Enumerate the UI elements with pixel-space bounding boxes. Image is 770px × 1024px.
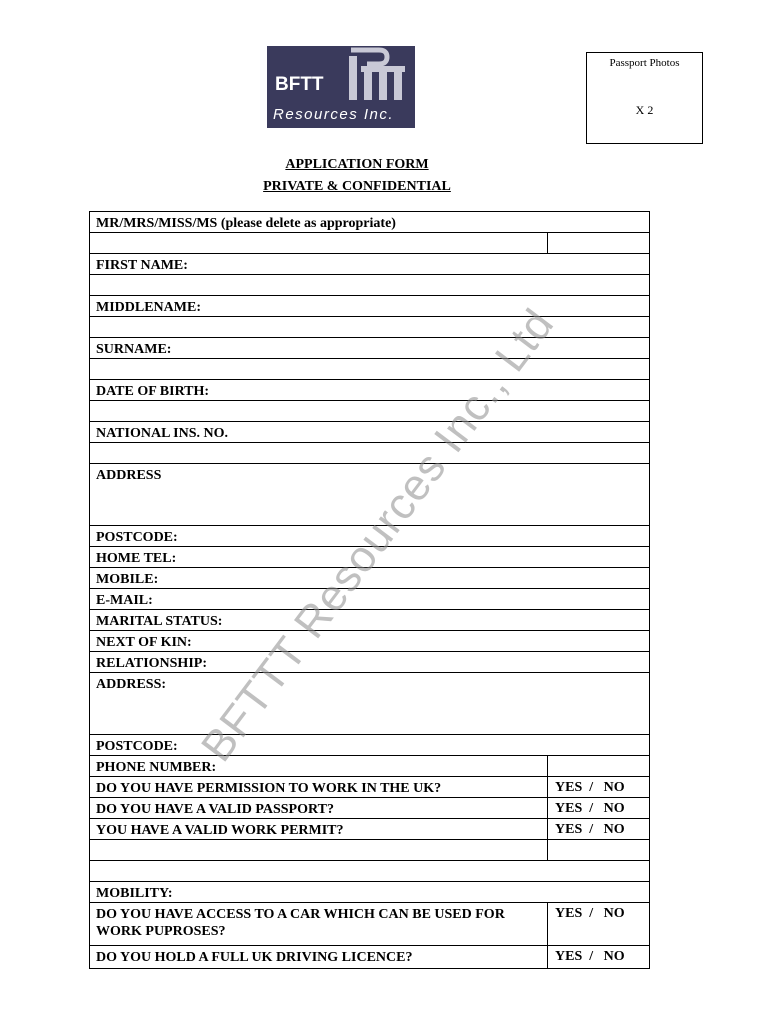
field-label: DO YOU HAVE ACCESS TO A CAR WHICH CAN BE USED FOR WORK PUPROSES? (96, 907, 505, 939)
form-row[interactable] (89, 652, 650, 673)
field-label: ADDRESS (96, 468, 162, 483)
form-row[interactable] (89, 338, 650, 359)
form-row[interactable] (89, 359, 650, 380)
field-label: MIDDLENAME: (96, 300, 201, 315)
field-label: POSTCODE: (96, 739, 178, 754)
yes-no-choice[interactable]: YES / NO (555, 949, 625, 964)
form-row[interactable] (89, 861, 650, 882)
field-label: E-MAIL: (96, 593, 153, 608)
form-row[interactable] (89, 777, 650, 798)
form-row[interactable] (89, 296, 650, 317)
field-label: MOBILE: (96, 572, 159, 587)
field-label: POSTCODE: (96, 530, 178, 545)
field-label: MARITAL STATUS: (96, 614, 223, 629)
field-label: RELATIONSHIP: (96, 656, 207, 671)
form-row[interactable] (89, 903, 650, 946)
field-label: FIRST NAME: (96, 258, 188, 273)
form-row[interactable] (89, 819, 650, 840)
form-row[interactable] (89, 254, 650, 275)
form-row[interactable] (89, 946, 650, 969)
answer-cell[interactable] (547, 756, 649, 776)
field-label: DATE OF BIRTH: (96, 384, 210, 399)
yes-no-choice[interactable]: YES / NO (555, 780, 625, 795)
answer-cell[interactable] (547, 233, 649, 253)
field-label: SURNAME: (96, 342, 172, 357)
field-label: HOME TEL: (96, 551, 177, 566)
passport-photo-label: Passport Photos (609, 57, 680, 69)
form-row[interactable] (89, 233, 650, 254)
answer-cell[interactable] (547, 819, 649, 839)
form-row[interactable] (89, 610, 650, 631)
passport-photo-box (586, 52, 703, 144)
field-label: MR/MRS/MISS/MS (please delete as appropriate) (96, 216, 396, 231)
form-row[interactable] (89, 798, 650, 819)
form-row[interactable] (89, 631, 650, 652)
yes-no-choice[interactable]: YES / NO (555, 801, 625, 816)
form-row[interactable] (89, 673, 650, 735)
form-row[interactable] (89, 422, 650, 443)
yes-no-choice[interactable]: YES / NO (555, 906, 625, 921)
form-row[interactable] (89, 317, 650, 338)
form-row[interactable] (89, 211, 650, 233)
field-label: DO YOU HOLD A FULL UK DRIVING LICENCE? (96, 950, 413, 965)
field-label: ADDRESS: (96, 677, 167, 692)
watermark: BFTTT Resources Inc., Ltd (192, 299, 564, 771)
form-title: APPLICATION FORM (285, 157, 429, 172)
field-label: NATIONAL INS. NO. (96, 426, 228, 441)
company-logo (267, 46, 415, 128)
form-row[interactable] (89, 735, 650, 756)
form-row[interactable] (89, 589, 650, 610)
field-label: YOU HAVE A VALID WORK PERMIT? (96, 823, 344, 838)
passport-photo-count: X 2 (635, 103, 654, 117)
field-label: NEXT OF KIN: (96, 635, 192, 650)
field-label: DO YOU HAVE A VALID PASSPORT? (96, 802, 334, 817)
answer-cell[interactable] (547, 840, 649, 860)
field-label: PHONE NUMBER: (96, 760, 217, 775)
form-row[interactable] (89, 380, 650, 401)
answer-cell[interactable] (547, 777, 649, 797)
yes-no-choice[interactable]: YES / NO (555, 822, 625, 837)
logo-subtitle-text: Resources Inc. (273, 106, 395, 123)
logo-brand-text: BFTT (275, 74, 324, 95)
answer-cell[interactable] (547, 946, 649, 968)
application-form-table (89, 211, 650, 969)
answer-cell[interactable] (547, 903, 649, 945)
form-row[interactable] (89, 756, 650, 777)
answer-cell[interactable] (547, 798, 649, 818)
form-subtitle: PRIVATE & CONFIDENTIAL (263, 179, 451, 194)
field-label: DO YOU HAVE PERMISSION TO WORK IN THE UK? (96, 781, 442, 796)
form-row[interactable] (89, 882, 650, 903)
field-label: MOBILITY: (96, 886, 173, 901)
form-row[interactable] (89, 275, 650, 296)
form-row[interactable] (89, 401, 650, 422)
form-row[interactable] (89, 840, 650, 861)
form-row[interactable] (89, 443, 650, 464)
